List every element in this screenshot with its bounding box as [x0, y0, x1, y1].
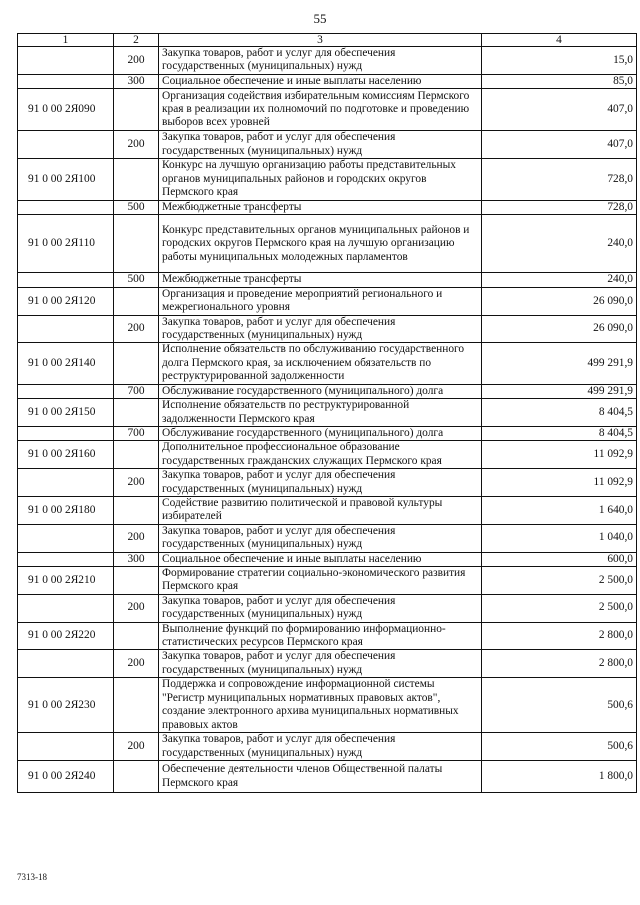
row-code: 91 0 00 2Я150: [18, 399, 114, 427]
row-amount: 2 500,0: [482, 566, 637, 594]
row-name: Межбюджетные трансферты: [159, 201, 482, 215]
table-row: [18, 678, 637, 733]
row-name: Закупка товаров, работ и услуг для обеспечения государственных (муниципальных) нужд: [159, 469, 482, 497]
row-expense-type: [114, 566, 159, 594]
table-row: [18, 650, 637, 678]
row-name: Выполнение функций по формированию информационно-статистических ресурсов Пермского края: [159, 622, 482, 650]
row-name: Обслуживание государственного (муниципального) долга: [159, 426, 482, 440]
row-name: Обеспечение деятельности членов Общественной палаты Пермского края: [159, 761, 482, 793]
row-code: 91 0 00 2Я230: [18, 678, 114, 733]
row-name: Закупка товаров, работ и услуг для обеспечения государственных (муниципальных) нужд: [159, 594, 482, 622]
table-row: [18, 384, 637, 398]
row-name: Содействие развитию политической и правовой культуры избирателей: [159, 496, 482, 524]
row-amount: 2 500,0: [482, 594, 637, 622]
row-name: Поддержка и сопровождение информационной системы "Регистр муниципальных нормативных правовых актов", создание электронного архива муниципальных нормативных правовых актов: [159, 678, 482, 733]
row-expense-type: [114, 343, 159, 384]
row-amount: 2 800,0: [482, 622, 637, 650]
row-expense-type: [114, 441, 159, 469]
row-expense-type: 200: [114, 131, 159, 159]
row-code: 91 0 00 2Я210: [18, 566, 114, 594]
row-amount: 11 092,9: [482, 441, 637, 469]
table-row: [18, 201, 637, 215]
row-expense-type: [114, 399, 159, 427]
row-amount: 1 640,0: [482, 496, 637, 524]
row-name: Социальное обеспечение и иные выплаты населению: [159, 74, 482, 88]
row-name: Межбюджетные трансферты: [159, 273, 482, 287]
table-row: [18, 566, 637, 594]
row-name: Закупка товаров, работ и услуг для обеспечения государственных (муниципальных) нужд: [159, 315, 482, 343]
row-expense-type: 500: [114, 273, 159, 287]
row-code: [18, 426, 114, 440]
table-row: [18, 524, 637, 552]
table-row: [18, 287, 637, 315]
row-amount: 240,0: [482, 215, 637, 273]
row-amount: 728,0: [482, 159, 637, 201]
column-header-4: 4: [482, 34, 637, 47]
row-code: 91 0 00 2Я160: [18, 441, 114, 469]
row-amount: 1 040,0: [482, 524, 637, 552]
row-expense-type: 700: [114, 426, 159, 440]
row-name: Закупка товаров, работ и услуг для обеспечения государственных (муниципальных) нужд: [159, 131, 482, 159]
table-row: [18, 215, 637, 273]
row-code: [18, 273, 114, 287]
row-amount: 407,0: [482, 89, 637, 131]
row-expense-type: [114, 622, 159, 650]
row-amount: 26 090,0: [482, 287, 637, 315]
row-name: Обслуживание государственного (муниципального) долга: [159, 384, 482, 398]
row-code: 91 0 00 2Я090: [18, 89, 114, 131]
row-expense-type: 200: [114, 315, 159, 343]
table-header-row: [18, 34, 637, 47]
row-name: Закупка товаров, работ и услуг для обеспечения государственных (муниципальных) нужд: [159, 650, 482, 678]
table-row: [18, 159, 637, 201]
row-expense-type: 200: [114, 650, 159, 678]
footer-code: 7313-18: [17, 872, 47, 882]
table-row: [18, 273, 637, 287]
table-row: [18, 343, 637, 384]
row-name: Формирование стратегии социально-экономического развития Пермского края: [159, 566, 482, 594]
row-code: [18, 315, 114, 343]
row-code: 91 0 00 2Я100: [18, 159, 114, 201]
row-expense-type: [114, 89, 159, 131]
row-code: [18, 594, 114, 622]
row-name: Исполнение обязательств по реструктурированной задолженности Пермского края: [159, 399, 482, 427]
row-expense-type: [114, 496, 159, 524]
table-row: [18, 89, 637, 131]
row-name: Конкурс на лучшую организацию работы представительных органов муниципальных районов и городских округов Пермского края: [159, 159, 482, 201]
row-name: Организация и проведение мероприятий регионального и межрегионального уровня: [159, 287, 482, 315]
row-code: 91 0 00 2Я120: [18, 287, 114, 315]
row-expense-type: 200: [114, 47, 159, 75]
table-row: [18, 399, 637, 427]
row-expense-type: [114, 287, 159, 315]
row-expense-type: 200: [114, 524, 159, 552]
table-row: [18, 761, 637, 793]
row-expense-type: [114, 678, 159, 733]
table-row: [18, 469, 637, 497]
table-row: [18, 426, 637, 440]
row-amount: 2 800,0: [482, 650, 637, 678]
column-header-3: 3: [159, 34, 482, 47]
row-amount: 500,6: [482, 733, 637, 761]
row-code: [18, 131, 114, 159]
row-amount: 728,0: [482, 201, 637, 215]
row-expense-type: 300: [114, 552, 159, 566]
row-code: [18, 552, 114, 566]
row-expense-type: [114, 159, 159, 201]
row-name: Социальное обеспечение и иные выплаты населению: [159, 552, 482, 566]
table-row: [18, 496, 637, 524]
row-code: [18, 733, 114, 761]
row-code: [18, 524, 114, 552]
row-amount: 1 800,0: [482, 761, 637, 793]
row-code: [18, 47, 114, 75]
row-amount: 15,0: [482, 47, 637, 75]
table-row: [18, 622, 637, 650]
row-expense-type: 200: [114, 469, 159, 497]
row-amount: 407,0: [482, 131, 637, 159]
row-name: Закупка товаров, работ и услуг для обеспечения государственных (муниципальных) нужд: [159, 733, 482, 761]
row-expense-type: 300: [114, 74, 159, 88]
row-code: [18, 201, 114, 215]
row-name: Дополнительное профессиональное образование государственных гражданских служащих Пермского края: [159, 441, 482, 469]
row-name: Закупка товаров, работ и услуг для обеспечения государственных (муниципальных) нужд: [159, 524, 482, 552]
row-amount: 600,0: [482, 552, 637, 566]
row-code: [18, 650, 114, 678]
row-code: 91 0 00 2Я180: [18, 496, 114, 524]
row-expense-type: 500: [114, 201, 159, 215]
row-code: [18, 469, 114, 497]
column-header-2: 2: [114, 34, 159, 47]
row-expense-type: 200: [114, 733, 159, 761]
table-row: [18, 74, 637, 88]
page-number: 55: [313, 11, 327, 26]
row-expense-type: [114, 761, 159, 793]
row-amount: 499 291,9: [482, 384, 637, 398]
table-row: [18, 441, 637, 469]
row-expense-type: [114, 215, 159, 273]
row-amount: 8 404,5: [482, 426, 637, 440]
row-amount: 26 090,0: [482, 315, 637, 343]
table-body: [18, 47, 637, 793]
row-expense-type: 200: [114, 594, 159, 622]
row-amount: 8 404,5: [482, 399, 637, 427]
table-row: [18, 47, 637, 75]
table-row: [18, 594, 637, 622]
row-amount: 85,0: [482, 74, 637, 88]
row-amount: 240,0: [482, 273, 637, 287]
row-expense-type: 700: [114, 384, 159, 398]
row-code: 91 0 00 2Я240: [18, 761, 114, 793]
row-name: Исполнение обязательств по обслуживанию государственного долга Пермского края, за исключением обязательств по реструктурированной задолженности: [159, 343, 482, 384]
table-row: [18, 131, 637, 159]
row-code: 91 0 00 2Я140: [18, 343, 114, 384]
row-code: 91 0 00 2Я220: [18, 622, 114, 650]
row-amount: 499 291,9: [482, 343, 637, 384]
column-header-1: 1: [18, 34, 114, 47]
row-code: [18, 74, 114, 88]
row-amount: 11 092,9: [482, 469, 637, 497]
row-name: Организация содействия избирательным комиссиям Пермского края в реализации их полномочий по подготовке и проведению выборов всех уровней: [159, 89, 482, 131]
row-name: Закупка товаров, работ и услуг для обеспечения государственных (муниципальных) нужд: [159, 47, 482, 75]
row-code: [18, 384, 114, 398]
row-amount: 500,6: [482, 678, 637, 733]
table-row: [18, 552, 637, 566]
row-name: Конкурс представительных органов муниципальных районов и городских округов Пермского края на лучшую организацию работы муниципальных молодежных парламентов: [159, 215, 482, 273]
table-row: [18, 733, 637, 761]
row-code: 91 0 00 2Я110: [18, 215, 114, 273]
table-row: [18, 315, 637, 343]
budget-table: [17, 33, 637, 793]
